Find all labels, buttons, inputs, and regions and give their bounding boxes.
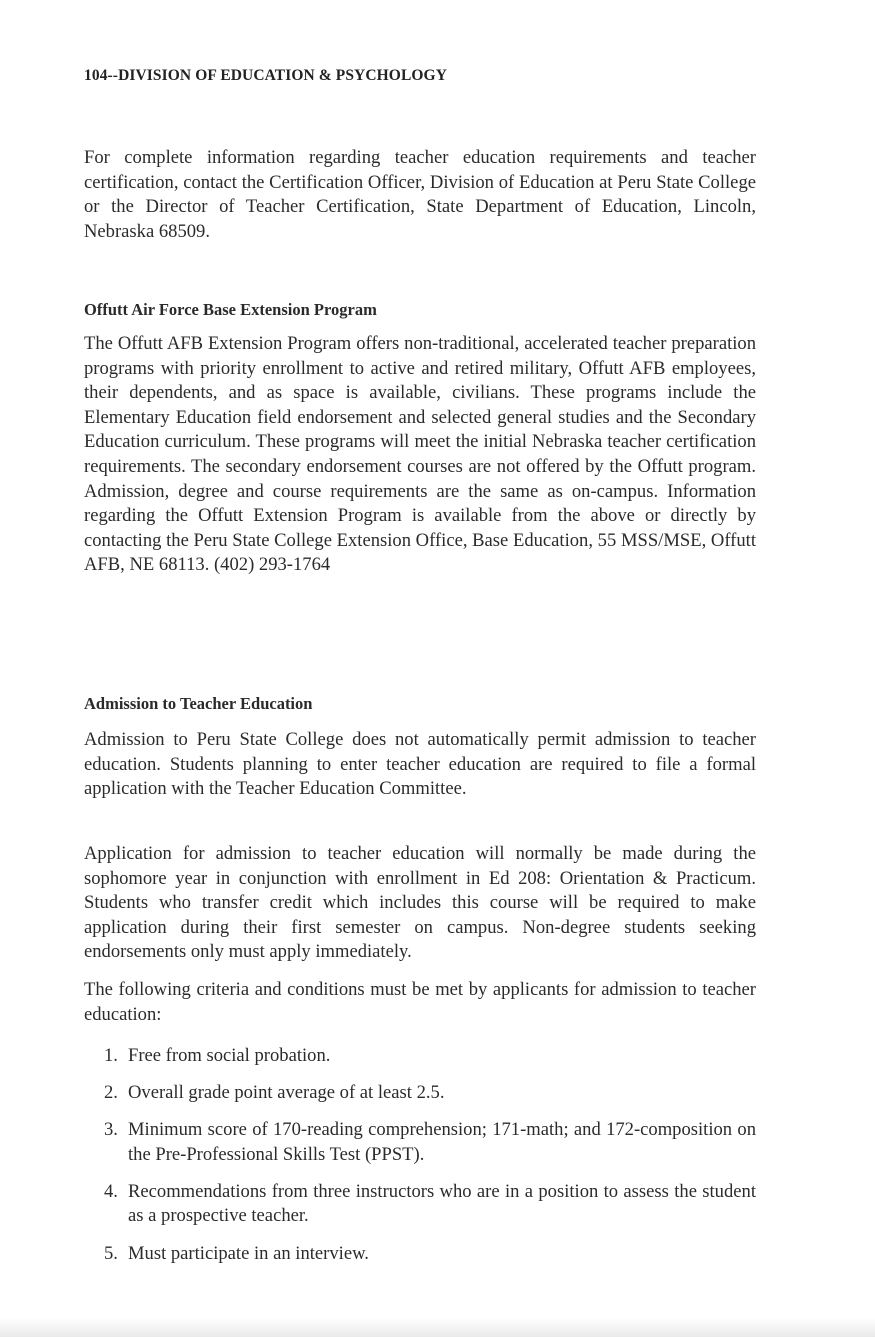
list-item-number: 3. xyxy=(104,1119,118,1141)
list-item-text: Minimum score of 170-reading comprehension; 171-math; and 172-composition on the Pre-Professional Skills Test (PPST). xyxy=(128,1119,756,1165)
intro-text: For complete information regarding teacher education requirements and teacher certification, contact the Certification Officer, Division of Education at Peru State College or the Director of Teacher Certification, State Department of Education, Lincoln, Nebraska 68509. xyxy=(84,147,756,242)
admission-section-heading: Admission to Teacher Education xyxy=(84,694,313,713)
list-item-text: Must participate in an interview. xyxy=(128,1242,369,1264)
list-item-number: 5. xyxy=(104,1242,118,1264)
list-item-number: 4. xyxy=(104,1180,118,1202)
list-item xyxy=(104,1081,756,1106)
intro-paragraph xyxy=(84,146,756,244)
admission-paragraph-3-text: The following criteria and conditions must be met by applicants for admission to teacher education: xyxy=(84,979,756,1025)
list-item-text: Recommendations from three instructors who are in a position to assess the student as a prospective teacher. xyxy=(128,1180,756,1227)
list-item xyxy=(104,1118,756,1167)
list-item-text: Overall grade point average of at least 2.5. xyxy=(128,1082,445,1104)
offutt-section-body xyxy=(84,332,756,578)
page-bottom-edge xyxy=(0,1318,875,1337)
list-item-number: 2. xyxy=(104,1082,118,1104)
admission-paragraph-3 xyxy=(84,978,756,1027)
list-item-number: 1. xyxy=(104,1045,118,1066)
offutt-section-heading: Offutt Air Force Base Extension Program xyxy=(84,300,377,319)
admission-paragraph-1 xyxy=(84,728,756,802)
list-item xyxy=(104,1044,756,1069)
admission-paragraph-2 xyxy=(84,842,756,965)
running-header: 104--DIVISION OF EDUCATION & PSYCHOLOGY xyxy=(84,67,448,84)
list-item xyxy=(104,1242,756,1267)
list-item xyxy=(104,1180,756,1229)
admission-paragraph-2-text: Application for admission to teacher education will normally be made during the sophomore year in conjunction with enrollment in Ed 208: Orientation & Practicum. Students who transfer credit which includes this course will be required to make application during their first semester on campus. Non-degree students seeking endorsements only must apply immediately. xyxy=(84,843,756,963)
admission-paragraph-1-text: Admission to Peru State College does not automatically permit admission to teacher education. Students planning to enter teacher education are required to file a formal application with the Teacher Education Committee. xyxy=(84,729,756,800)
offutt-paragraph: The Offutt AFB Extension Program offers non-traditional, accelerated teacher preparation programs with priority enrollment to active and retired military, Offutt AFB employees, their dependents, and as space is available, civilians. These programs include the Elementary Education field endorsement and selected general studies and the Secondary Education curriculum. These programs will meet the initial Nebraska teacher certification requirements. The secondary endorsement courses are not offered by the Offutt program. Admission, degree and course requirements are the same as on-campus. Information regarding the Offutt Extension Program is available from the above or directly by contacting the Peru State College Extension Office, Base Education, 55 MSS/MSE, Offutt AFB, NE 68113. (402) 293-1764 xyxy=(84,333,756,576)
admission-criteria-list xyxy=(104,1044,756,1279)
list-item-text: Free from social probation. xyxy=(128,1045,331,1066)
